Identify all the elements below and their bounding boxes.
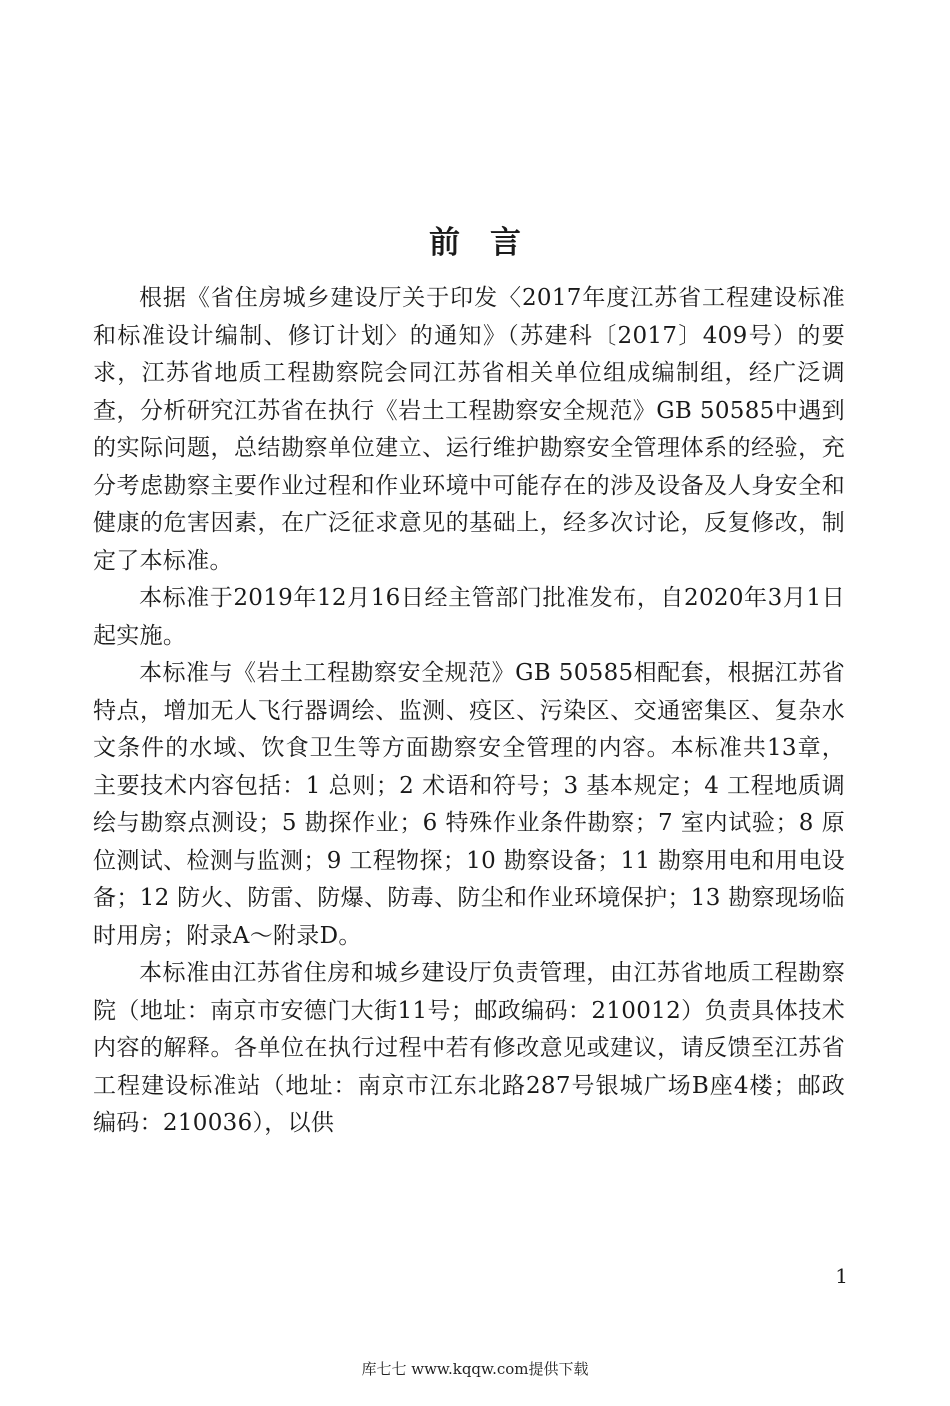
download-footer: 库七七 www.kqqw.com提供下载 (361, 1360, 589, 1378)
page-number: 1 (835, 1264, 848, 1288)
paragraph-management: 本标准由江苏省住房和城乡建设厅负责管理，由江苏省地质工程勘察院（地址：南京市安德门大街11号；邮政编码：210012）负责具体技术内容的解释。各单位在执行过程中若有修改意见或建议，请反馈至江苏省工程建设标准站（地址：南京市江东北路287号银城广场B座4楼；邮政编码：210036），以供 (93, 960, 845, 1136)
paragraph-basis: 根据《省住房城乡建设厅关于印发〈2017年度江苏省工程建设标准和标准设计编制、修订计划〉的通知》（苏建科〔2017〕409号）的要求，江苏省地质工程勘察院会同江苏省相关单位组成编制组，经广泛调查，分析研究江苏省在执行《岩土工程勘察安全规范》GB 50585中遇到的实际问题，总结勘察单位建立、运行维护勘察安全管理体系的经验，充分考虑勘察主要作业过程和作业环境中可能存在的涉及设备及人身安全和健康的危害因素，在广泛征求意见的基础上，经多次讨论，反复修改，制定了本标准。 (93, 285, 845, 574)
paragraph-contents: 本标准与《岩土工程勘察安全规范》GB 50585相配套，根据江苏省特点，增加无人飞行器调绘、监测、疫区、污染区、交通密集区、复杂水文条件的水域、饮食卫生等方面勘察安全管理的内容。本标准共13章，主要技术内容包括：1 总则；2 术语和符号；3 基本规定；4 工程地质调绘与勘察点测设；5 勘探作业；6 特殊作业条件勘察；7 室内试验；8 原位测试、检测与监测；9 工程物探；10 勘察设备；11 勘察用电和用电设备；12 防火、防雷、防爆、防毒、防尘和作业环境保护；13 勘察现场临时用房；附录A～附录D。 (93, 660, 845, 949)
page-title: 前言 (429, 224, 551, 261)
preface-body (93, 280, 845, 1143)
paragraph-effective-date: 本标准于2019年12月16日经主管部门批准发布，自2020年3月1日起实施。 (93, 585, 845, 649)
